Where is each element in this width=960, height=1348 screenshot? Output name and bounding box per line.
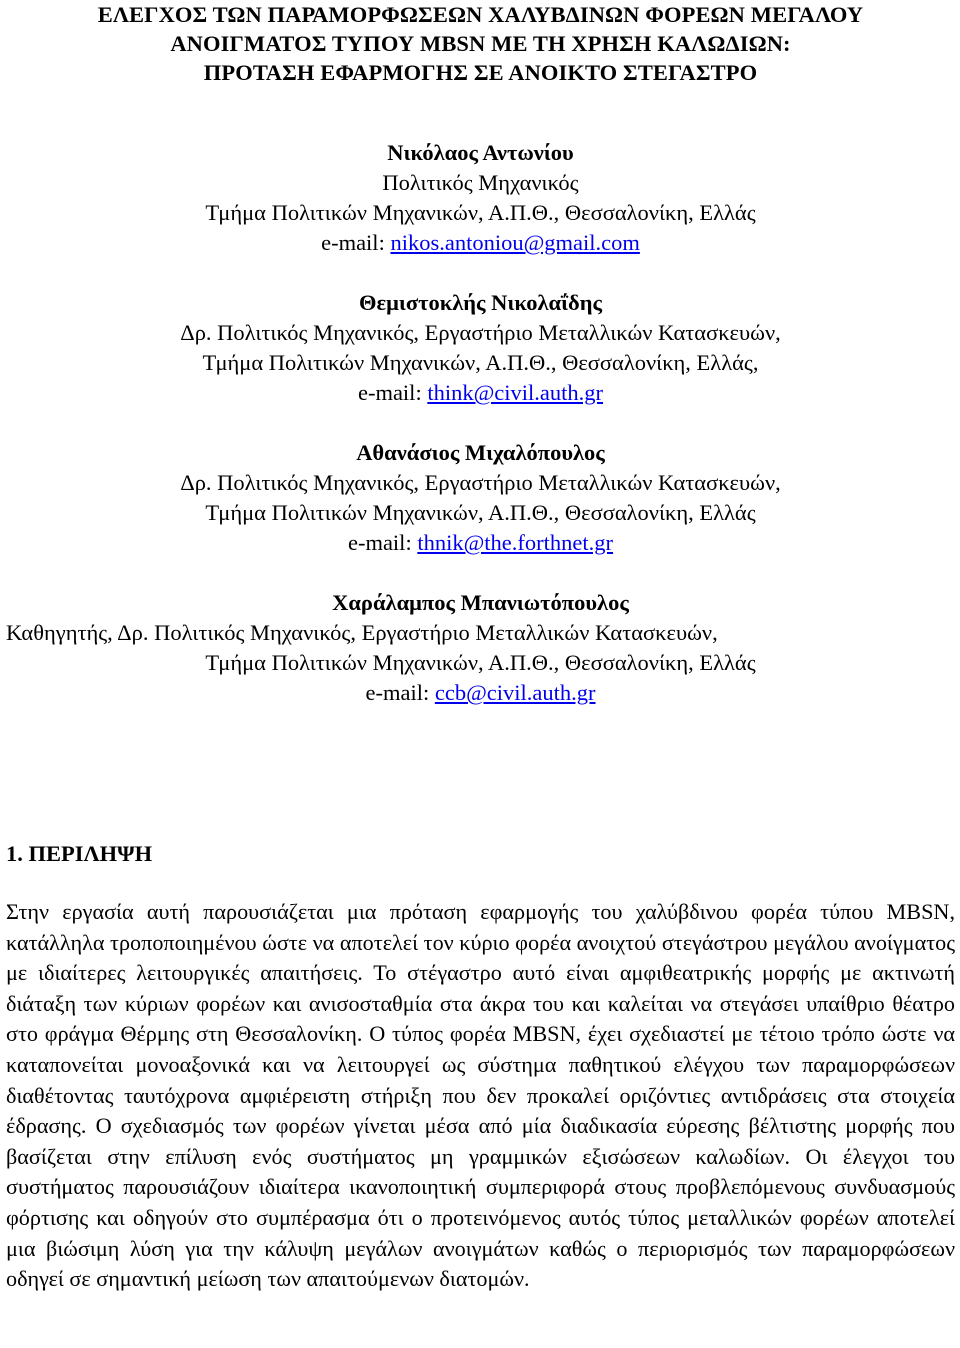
email-label: e-mail: bbox=[347, 530, 418, 555]
author-name: Χαράλαμπος Μπανιωτόπουλος bbox=[332, 590, 629, 615]
paper-title-line: ΠΡΟΤΑΣΗ ΕΦΑΡΜΟΓΗΣ ΣΕ ΑΝΟΙΚΤΟ ΣΤΕΓΑΣΤΡΟ bbox=[203, 60, 758, 85]
email-label: e-mail: bbox=[365, 680, 435, 705]
author-name: Θεμιστοκλής Νικολαΐδης bbox=[359, 290, 602, 315]
email-label: e-mail: bbox=[357, 380, 428, 405]
author-email-link[interactable]: thnik@the.forthnet.gr bbox=[417, 530, 614, 555]
author-email-link[interactable]: nikos.antoniou@gmail.com bbox=[390, 230, 640, 255]
author-name: Νικόλαος Αντωνίου bbox=[387, 140, 574, 165]
author-affiliation-line: Τμήμα Πολιτικών Μηχανικών, Α.Π.Θ., Θεσσαλονίκη, Ελλάς, bbox=[202, 350, 759, 375]
author-email-line bbox=[6, 378, 955, 408]
author-email-line bbox=[6, 228, 955, 258]
author-affiliation-line: Τμήμα Πολιτικών Μηχανικών, Α.Π.Θ., Θεσσαλονίκη, Ελλάς bbox=[205, 200, 756, 225]
author-email-link[interactable]: ccb@civil.auth.gr bbox=[434, 680, 596, 705]
section-heading-abstract: 1. ΠΕΡΙΛΗΨΗ bbox=[6, 841, 153, 866]
author-affiliation-line: Τμήμα Πολιτικών Μηχανικών, Α.Π.Θ., Θεσσαλονίκη, Ελλάς bbox=[205, 500, 756, 525]
author-email-line bbox=[6, 678, 955, 708]
author-affiliation-line: Δρ. Πολιτικός Μηχανικός, Εργαστήριο Μεταλλικών Κατασκευών, bbox=[180, 470, 781, 495]
author-email-line bbox=[6, 528, 955, 558]
author-list bbox=[6, 138, 955, 708]
document-page bbox=[6, 0, 955, 1292]
paper-title-line: ΕΛΕΓΧΟΣ ΤΩΝ ΠΑΡΑΜΟΡΦΩΣΕΩΝ ΧΑΛΥΒΔΙΝΩΝ ΦΟΡΕΩΝ ΜΕΓΑΛΟΥ bbox=[97, 2, 864, 27]
author-affiliation-line: Καθηγητής, Δρ. Πολιτικός Μηχανικός, Εργαστήριο Μεταλλικών Κατασκευών, bbox=[6, 620, 718, 645]
author-affiliation-line: Πολιτικός Μηχανικός bbox=[382, 170, 579, 195]
paper-title bbox=[6, 0, 955, 87]
email-label: e-mail: bbox=[321, 230, 391, 255]
author-affiliation-line: Δρ. Πολιτικός Μηχανικός, Εργαστήριο Μεταλλικών Κατασκευών, bbox=[180, 320, 781, 345]
author-name: Αθανάσιος Μιχαλόπουλος bbox=[356, 440, 605, 465]
paper-title-line: ΑΝΟΙΓΜΑΤΟΣ ΤΥΠΟΥ MBSN ΜΕ ΤΗ ΧΡΗΣΗ ΚΑΛΩΔΙΩΝ: bbox=[170, 31, 791, 56]
author-affiliation-line: Τμήμα Πολιτικών Μηχανικών, Α.Π.Θ., Θεσσαλονίκη, Ελλάς bbox=[205, 650, 756, 675]
author-block bbox=[6, 438, 955, 558]
author-block bbox=[6, 588, 955, 708]
author-block bbox=[6, 288, 955, 408]
abstract-paragraph: Στην εργασία αυτή παρουσιάζεται μια πρόταση εφαρμογής του χαλύβδινου φορέα τύπου MBSN, κατάλληλα τροποποιημένου ώστε να αποτελεί τον κύριο φορέα ανοιχτού στεγάστρου μεγάλου ανοίγματος με ιδιαίτερες λειτουργικές απαιτήσεις. Το στέγαστρο αυτό είναι αμφιθεατρικής μορφής με ακτινωτή διάταξη των κύριων φορέων και ανισοσταθμία στα άκρα του και καλείται να στεγάσει υπαίθριο θέατρο στο φράγμα Θέρμης στη Θεσσαλονίκη. Ο τύπος φορέα MBSN, έχει σχεδιαστεί με τέτοιο τρόπο ώστε να καταπονείται μονοαξονικά και να λειτουργεί ως σύστημα παθητικού ελέγχου των παραμορφώσεων διαθέτοντας ταυτόχρονα αμφιέρειστη στήριξη που δεν προκαλεί οριζόντιες αντιδράσεις στα στοιχεία έδρασης. Ο σχεδιασμός των φορέων γίνεται μέσα από μία διαδικασία εύρεσης βέλτιστης μορφής που βασίζεται στην επίλυση ενός συστήματος μη γραμμικών εξισώσεων καλωδίων. Οι έλεγχοι του συστήματος παρουσιάζουν ιδιαίτερα ικανοποιητική συμπεριφορά στους προβλεπόμενους συνδυασμούς φόρτισης και οδηγούν στο συμπέρασμα ότι ο προτεινόμενος αυτός τύπος μεταλλικών φορέων αποτελεί μια βιώσιμη λύση για την κάλυψη μεγάλων ανοιγμάτων καθώς ο περιορισμός των παραμορφώσεων οδηγεί σε σημαντική μείωση των απαιτούμενων διατομών. bbox=[6, 899, 955, 1292]
author-email-link[interactable]: think@civil.auth.gr bbox=[427, 380, 604, 405]
author-block bbox=[6, 138, 955, 258]
